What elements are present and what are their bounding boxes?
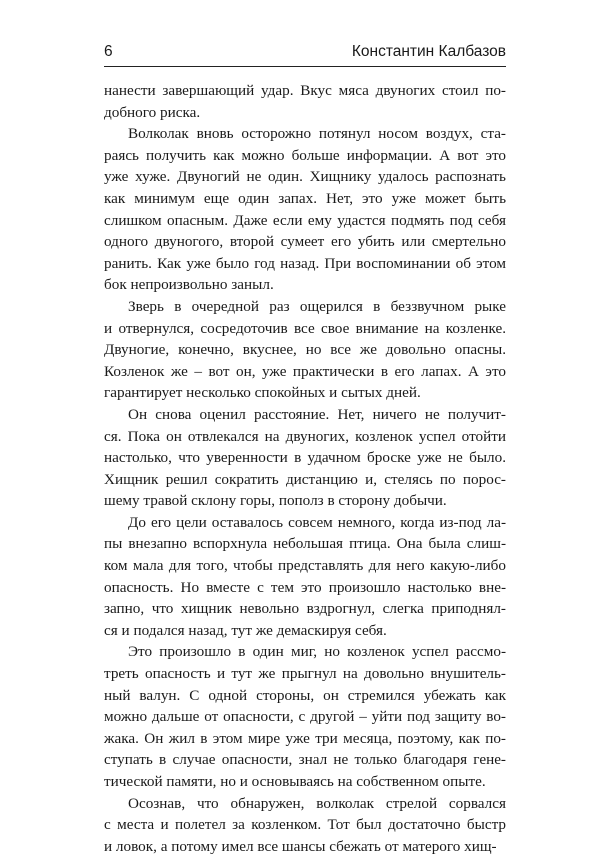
running-head-author: Константин Калбазов <box>351 43 506 60</box>
text-line: Зверь в очередной раз ощерился в беззвучном рыке <box>128 297 506 315</box>
text-line: До его цели оставалось совсем немного, когда из-под ла- <box>128 513 506 531</box>
text-line: ком мала для того, чтобы представлять для него какую-либо <box>104 557 506 575</box>
text-line: с места и полетел за козленком. Тот был достаточно быстр <box>104 816 506 834</box>
text-line: и ловок, а потому имел все шансы сбежать от матерого хищ- <box>104 837 497 855</box>
text-line: Козленок же – вот он, уже практически в его лапах. А это <box>104 362 506 380</box>
page-number: 6 <box>104 43 113 60</box>
text-line: пы внезапно вспорхнула небольшая птица. Она была слиш- <box>104 535 506 553</box>
text-line: Волколак вновь осторожно потянул носом воздух, ста- <box>128 125 506 143</box>
text-line: Он снова оценил расстояние. Нет, ничего не получит- <box>128 405 506 423</box>
text-line: Осознав, что обнаружен, волколак стрелой сорвался <box>128 794 506 812</box>
text-line: треть опасность и тут же прыгнул на довольно внушитель- <box>104 665 506 683</box>
text-line: Хищник решил сократить дистанцию и, стелясь по порос- <box>104 470 506 488</box>
paragraph <box>104 123 506 296</box>
text-line: уже хуже. Двуногий не один. Хищнику удалось распознать <box>104 168 506 186</box>
text-line: ся и подался назад, тут же демаскируя себя. <box>104 621 387 639</box>
text-line: гарантирует несколько спокойных и сытых дней. <box>104 384 421 402</box>
text-line: Это произошло в один миг, но козленок успел рассмо- <box>128 643 506 661</box>
text-line: слишком опасным. Даже если ему удастся подмять под себя <box>104 211 506 229</box>
text-line: Двуногие, конечно, вкуснее, но все же довольно опасны. <box>104 341 506 359</box>
text-line: ступать в случае опасности, знал не только благодаря гене- <box>104 751 506 769</box>
paragraph <box>104 296 506 404</box>
paragraph <box>104 80 506 123</box>
text-line: опасность. Но вместе с тем это произошло настолько вне- <box>104 578 506 596</box>
text-line: и отвернулся, сосредоточив все свое внимание на козленке. <box>104 319 506 337</box>
paragraph <box>104 641 506 792</box>
paragraph <box>104 793 506 857</box>
body-text <box>104 80 506 857</box>
text-line: раясь получить как можно больше информации. А вот это <box>104 146 506 164</box>
text-line: добного риска. <box>104 103 201 121</box>
text-line: одного двуногого, второй сумеет его убить или смертельно <box>104 233 506 251</box>
paragraph <box>104 512 506 642</box>
text-line: жака. Он жил в этом мире уже три месяца, поэтому, как по- <box>104 729 506 747</box>
text-line: нанести завершающий удар. Вкус мяса двуногих стоил по- <box>104 82 506 99</box>
text-line: тической памяти, но и основываясь на собственном опыте. <box>104 773 486 790</box>
text-line: ранить. Как уже было год назад. При воспоминании об этом <box>104 254 506 272</box>
text-line: можно дальше от опасности, с другой – уйти под защиту во- <box>104 708 506 726</box>
paragraph <box>104 404 506 512</box>
text-line: ся. Пока он отвлекался на двуногих, козленок успел отойти <box>104 427 506 445</box>
text-line: ный валун. С одной стороны, он стремился убежать как <box>104 686 506 704</box>
text-line: запно, что хищник невольно вздрогнул, слегка приподнял- <box>104 600 506 618</box>
text-line: как минимум еще один запах. Нет, это уже может быть <box>104 189 506 207</box>
text-line: настолько, что уверенности в удачном броске уже не было. <box>104 449 506 467</box>
text-line: шему травой склону горы, пополз в сторону добычи. <box>104 492 447 510</box>
header-rule <box>104 66 506 67</box>
page-header <box>104 41 506 63</box>
text-line: бок непроизвольно заныл. <box>104 276 274 294</box>
